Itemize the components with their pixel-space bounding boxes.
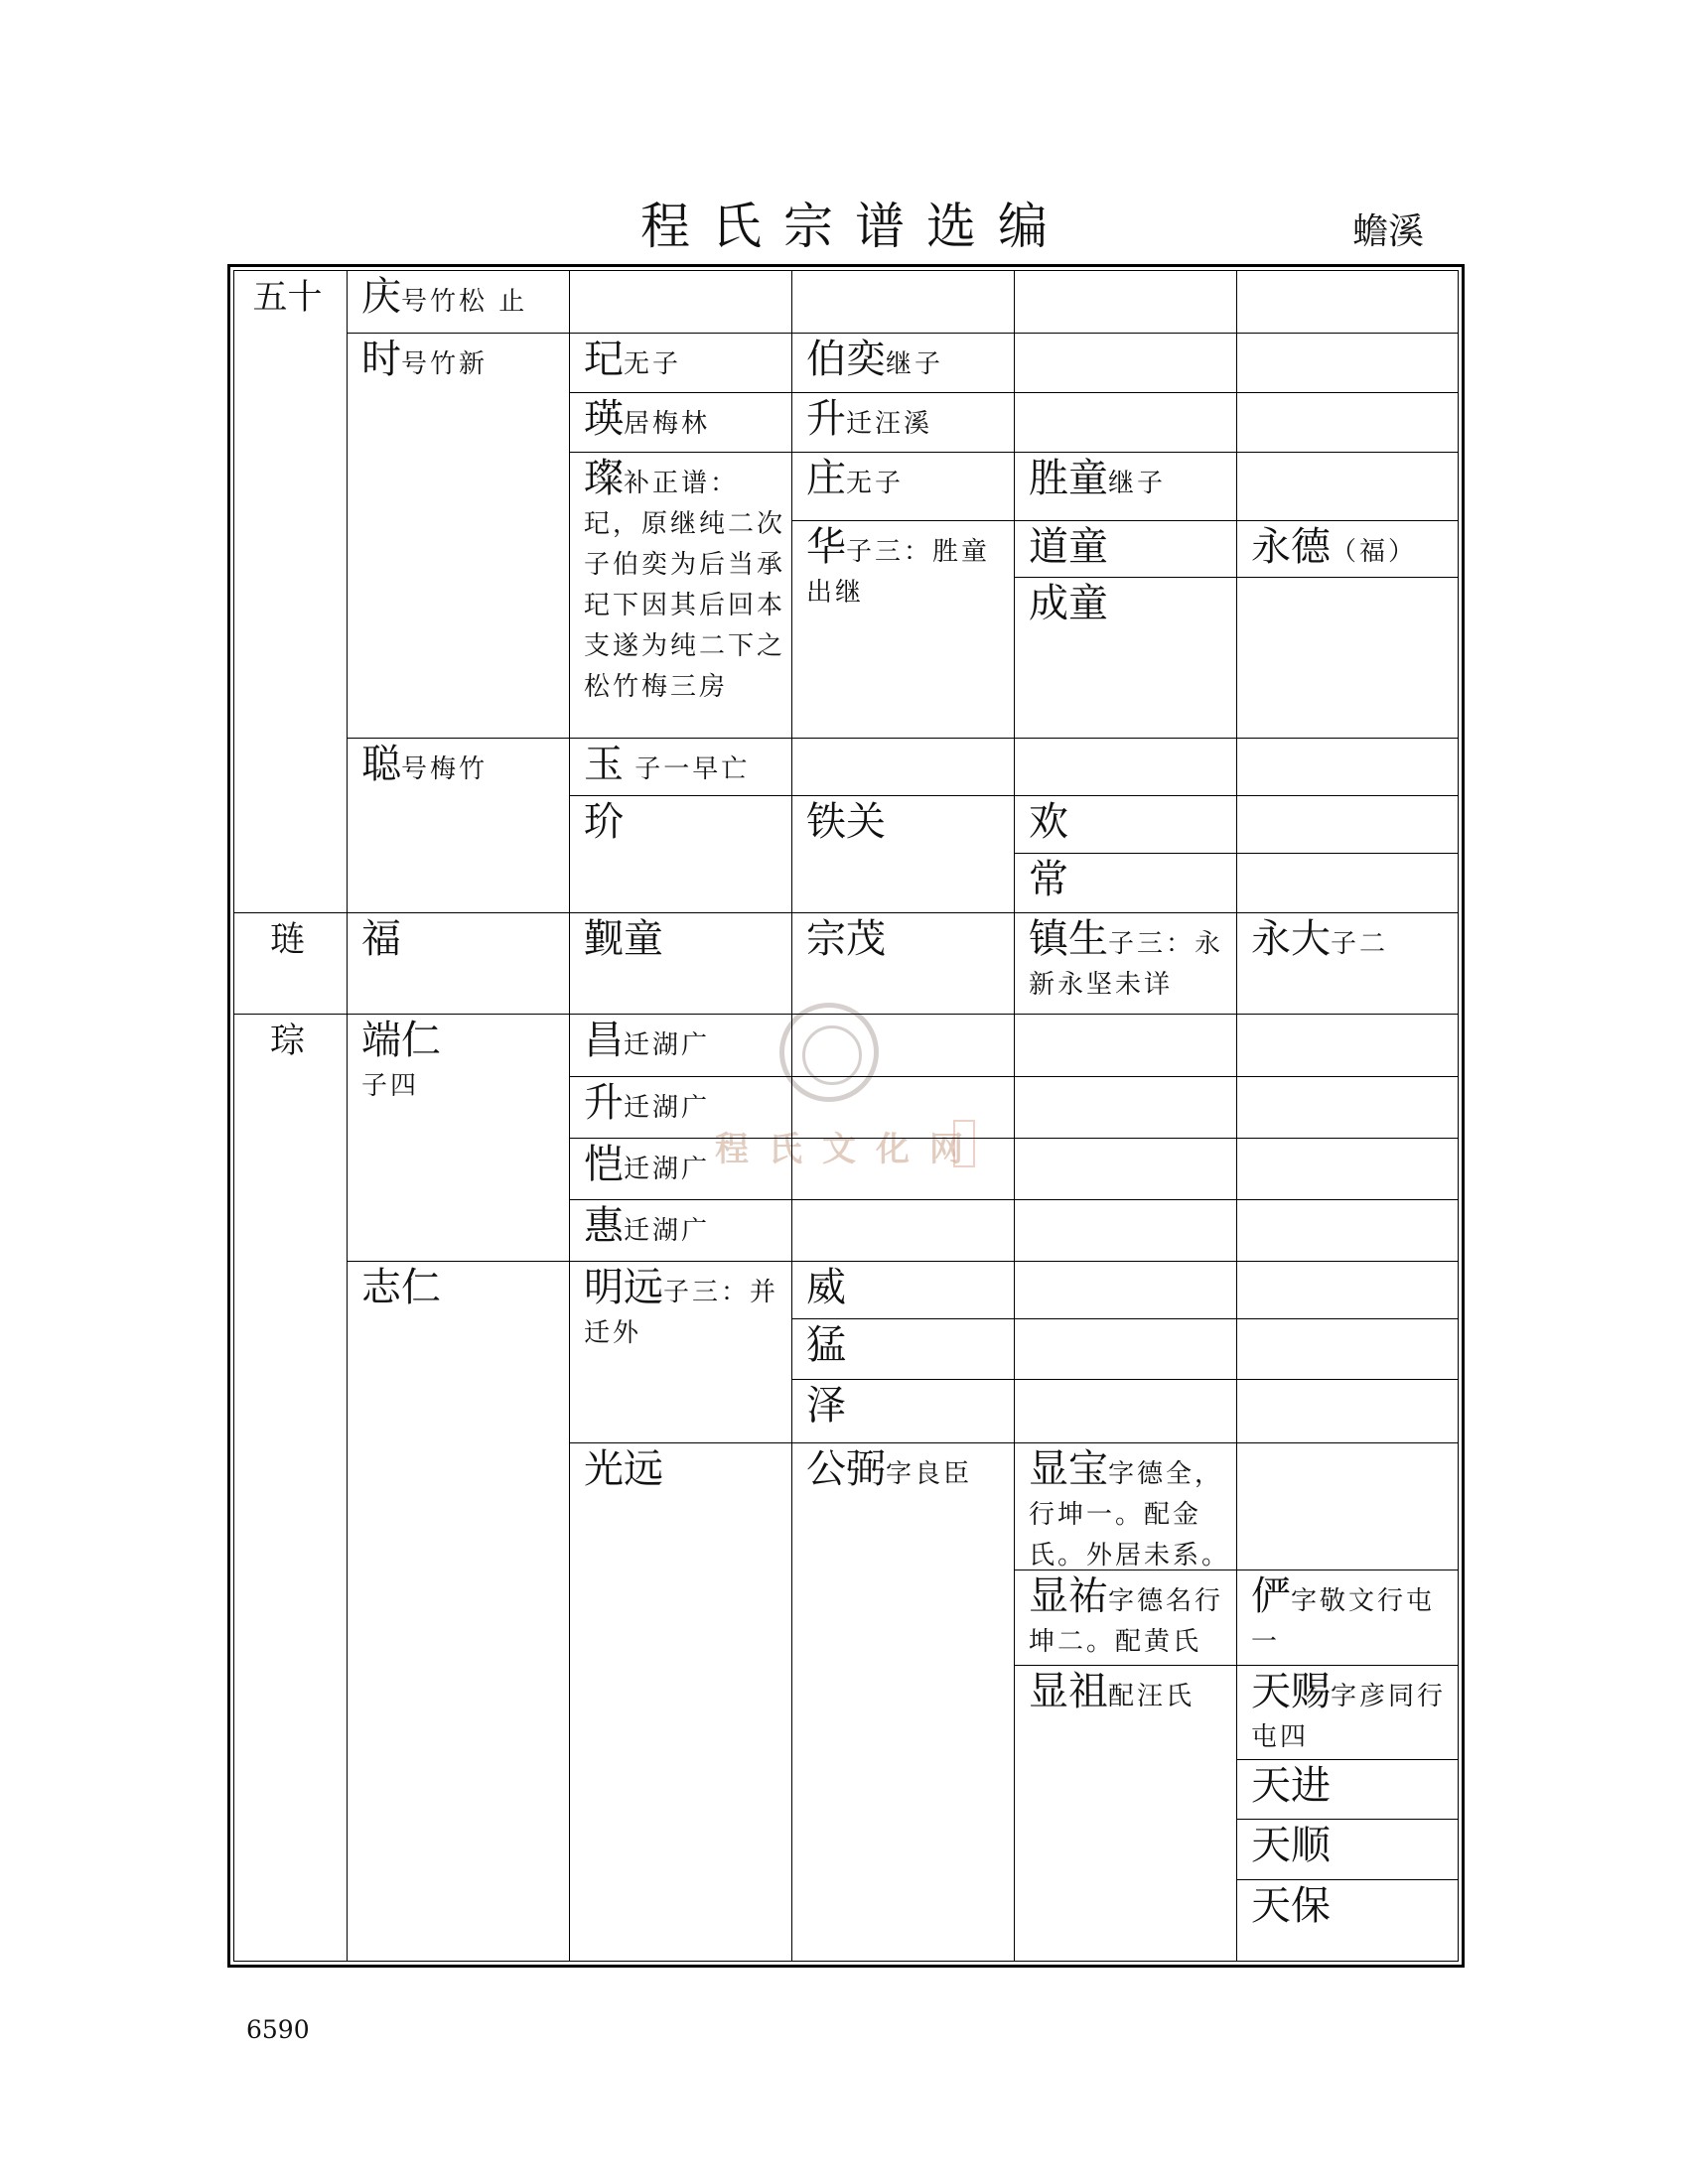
person-cell (570, 1262, 792, 1443)
person-cell (1015, 521, 1237, 578)
person-cell (570, 1077, 792, 1139)
empty-cell (1015, 1139, 1237, 1200)
empty-cell (1237, 1319, 1458, 1380)
person-name: 成童 (1029, 581, 1108, 626)
person-note: 继子 (1108, 469, 1167, 498)
person-name: 瑛 (584, 396, 624, 442)
person-name: 福 (361, 916, 401, 962)
person-note: 号竹新 (401, 349, 489, 379)
person-name: 昌 (584, 1018, 624, 1063)
person-cell (348, 334, 570, 739)
person-name: 光远 (584, 1446, 663, 1492)
person-note: 配汪氏 (1108, 1682, 1196, 1711)
person-note: 字德名行坤二。配黄氏 (1029, 1586, 1224, 1657)
person-note: 迁汪溪 (846, 409, 933, 439)
person-cell (1015, 1443, 1237, 1570)
person-cell (792, 1443, 1015, 1961)
empty-cell (1237, 393, 1458, 453)
person-name: 铁关 (806, 799, 886, 845)
person-cell (570, 1139, 792, 1200)
person-name: 显祖 (1029, 1669, 1108, 1714)
person-cell (1237, 1570, 1458, 1666)
empty-cell (1237, 739, 1458, 796)
person-cell (570, 913, 792, 1015)
person-cell (1237, 521, 1458, 578)
empty-cell (1237, 334, 1458, 393)
person-note: 字良臣 (886, 1459, 973, 1489)
empty-cell (1237, 854, 1458, 913)
empty-cell (1237, 1443, 1458, 1570)
person-cell (570, 453, 792, 739)
person-cell (1237, 1760, 1458, 1820)
person-note: 子三：永新永坚未详 (1029, 929, 1224, 1000)
person-cell (570, 1015, 792, 1077)
empty-cell (1237, 1015, 1458, 1077)
person-name: 镇生 (1029, 916, 1108, 962)
person-note: （福） (1331, 537, 1418, 567)
person-name: 玘 (584, 337, 624, 382)
person-name: 璨 (584, 456, 624, 501)
empty-cell (792, 1139, 1015, 1200)
person-cell (348, 1262, 570, 1961)
empty-cell (1015, 739, 1237, 796)
person-name: 胜童 (1029, 456, 1108, 501)
person-name: 宗茂 (806, 916, 886, 962)
person-name: 猛 (806, 1322, 846, 1368)
person-name: 觐童 (584, 916, 663, 962)
empty-cell (1015, 1380, 1237, 1443)
person-name: 威 (806, 1265, 846, 1310)
page-title: 程氏宗谱选编 (640, 198, 1069, 255)
person-name: 天赐 (1251, 1669, 1331, 1714)
empty-cell (792, 1015, 1015, 1077)
person-name: 泽 (806, 1383, 846, 1429)
person-note: 字彦同行屯四 (1251, 1682, 1447, 1752)
empty-cell (1015, 334, 1237, 393)
empty-cell (1237, 271, 1458, 334)
empty-cell (1015, 1319, 1237, 1380)
empty-cell (1015, 1262, 1237, 1319)
person-cell (792, 796, 1015, 913)
person-note: 继子 (886, 349, 944, 379)
person-name: 永大 (1251, 916, 1331, 962)
person-cell (792, 1319, 1015, 1380)
empty-cell (1237, 796, 1458, 854)
person-note: 补正谱：玘，原继纯二次子伯奕为后当承玘下因其后回本支遂为纯二下之松竹梅三房 (584, 469, 786, 702)
person-name: 常 (1029, 857, 1068, 902)
person-name: 升 (584, 1080, 624, 1126)
person-cell (1015, 1570, 1237, 1666)
person-note: 居梅林 (624, 409, 711, 439)
person-name: 恺 (584, 1142, 624, 1187)
person-note: 子二 (1331, 929, 1389, 959)
person-name: 升 (806, 396, 846, 442)
gen-cell (234, 913, 348, 1015)
empty-cell (792, 1077, 1015, 1139)
person-note: 无子 (846, 469, 905, 498)
ancestor-name: 琏 (269, 920, 305, 960)
person-name: 公弼 (806, 1446, 886, 1492)
person-cell (570, 334, 792, 393)
person-note: 无子 (624, 349, 682, 379)
empty-cell (1237, 1200, 1458, 1262)
person-cell (348, 913, 570, 1015)
page-number: 6590 (246, 2015, 310, 2044)
person-name: 天顺 (1251, 1823, 1331, 1868)
empty-cell (792, 271, 1015, 334)
person-note: 子四 (361, 1071, 420, 1101)
person-name: 显祐 (1029, 1573, 1108, 1619)
empty-cell (792, 1200, 1015, 1262)
person-cell (1015, 796, 1237, 854)
ancestor-name: 琮 (269, 1022, 305, 1061)
person-note: 字敬文行屯一 (1251, 1586, 1436, 1657)
empty-cell (1015, 393, 1237, 453)
person-cell (348, 271, 570, 334)
person-name: 明远 (584, 1265, 663, 1310)
person-name: 欢 (1029, 799, 1068, 845)
person-note: 子三：并迁外 (584, 1278, 779, 1348)
person-cell (348, 739, 570, 913)
person-note: 号竹松 止 (401, 287, 528, 317)
empty-cell (1015, 1015, 1237, 1077)
person-cell (1015, 913, 1237, 1015)
person-name: 天进 (1251, 1763, 1331, 1809)
empty-cell (1237, 1380, 1458, 1443)
person-cell (570, 393, 792, 453)
person-cell (792, 334, 1015, 393)
person-cell (570, 739, 792, 796)
generation-label: 五十 (252, 278, 323, 318)
empty-cell (792, 739, 1015, 796)
person-cell (792, 1380, 1015, 1443)
person-cell (792, 393, 1015, 453)
person-note: 子三：胜童出继 (806, 537, 991, 608)
person-name: 志仁 (361, 1265, 441, 1310)
person-name: 永德 (1251, 524, 1331, 570)
person-cell (570, 1200, 792, 1262)
empty-cell (570, 271, 792, 334)
person-cell (1015, 1666, 1237, 1961)
person-cell (792, 1262, 1015, 1319)
person-name: 天保 (1251, 1883, 1331, 1929)
person-cell (348, 1015, 570, 1262)
person-cell (1237, 1880, 1458, 1961)
person-cell (1015, 854, 1237, 913)
empty-cell (1015, 1200, 1237, 1262)
person-name: 庆 (361, 274, 401, 320)
person-name: 显宝 (1029, 1446, 1108, 1492)
empty-cell (1237, 453, 1458, 521)
person-cell (792, 913, 1015, 1015)
empty-cell (1015, 1077, 1237, 1139)
person-name: 惠 (584, 1203, 624, 1249)
gen-cell (234, 1015, 348, 1961)
person-cell (570, 1443, 792, 1961)
person-cell (1237, 1820, 1458, 1880)
person-note: 迁湖广 (624, 1093, 711, 1123)
place-name: 蟾溪 (1352, 211, 1425, 252)
person-name: 玉 (584, 742, 624, 787)
person-cell (792, 453, 1015, 521)
person-name: 端仁 (361, 1018, 441, 1063)
empty-cell (1237, 1077, 1458, 1139)
person-cell (1237, 913, 1458, 1015)
person-note: 字德全，行坤一。配金氏。外居未系。 (1029, 1459, 1231, 1570)
person-name: 聪 (361, 742, 401, 787)
person-note: 子一早亡 (624, 754, 751, 784)
person-name: 道童 (1029, 524, 1108, 570)
person-cell (792, 521, 1015, 739)
person-name: 庄 (806, 456, 846, 501)
empty-cell (1237, 578, 1458, 739)
gen-cell (234, 271, 348, 913)
person-cell (1015, 578, 1237, 739)
site-watermark: 程氏文化网 (715, 1130, 983, 1169)
person-cell (570, 796, 792, 913)
person-name: 伯奕 (806, 337, 886, 382)
empty-cell (1237, 1262, 1458, 1319)
person-name: 时 (361, 337, 401, 382)
person-cell (1015, 453, 1237, 521)
empty-cell (1237, 1139, 1458, 1200)
empty-cell (1015, 271, 1237, 334)
person-note: 号梅竹 (401, 754, 489, 784)
person-name: 俨 (1251, 1573, 1291, 1619)
person-name: 玠 (584, 799, 624, 845)
person-cell (1237, 1666, 1458, 1760)
person-note: 迁湖广 (624, 1155, 711, 1184)
person-note: 迁湖广 (624, 1216, 711, 1246)
person-note: 迁湖广 (624, 1030, 711, 1060)
person-name: 华 (806, 524, 846, 570)
